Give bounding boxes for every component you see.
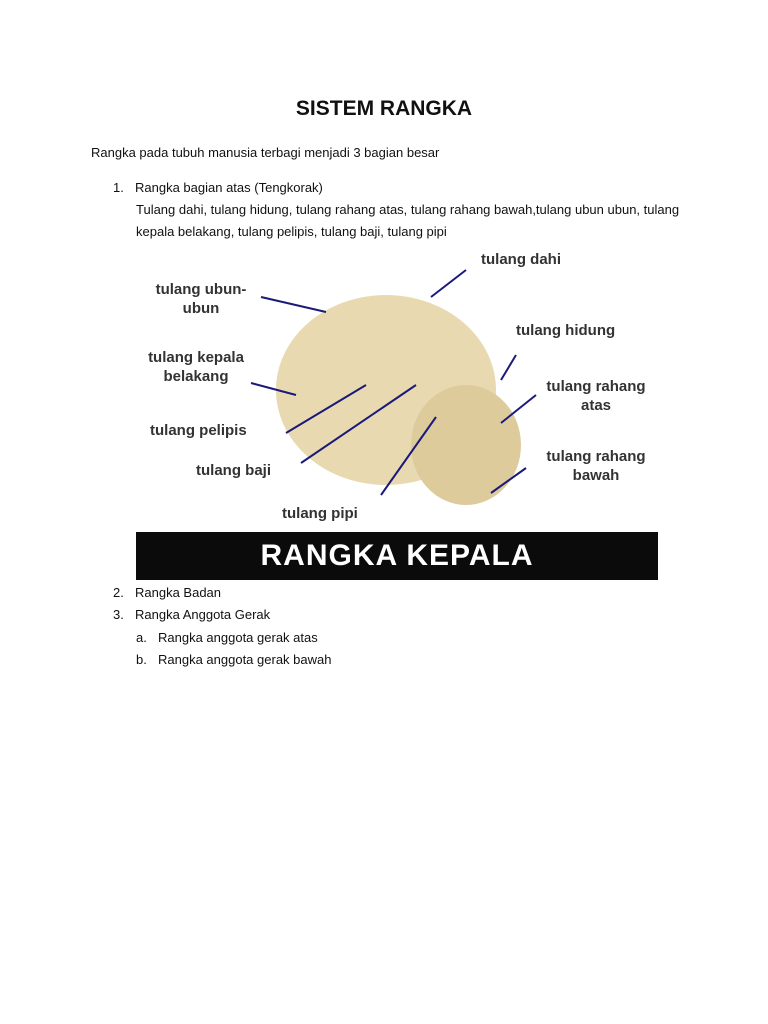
sub-item: a. Rangka anggota gerak atas — [136, 630, 318, 645]
sub-item: b. Rangka anggota gerak bawah — [136, 652, 332, 667]
list-item: 1. Rangka bagian atas (Tengkorak) — [113, 180, 323, 195]
skull-figure: tulang dahi tulang ubun-ubun tulang hidung tulang kepala belakang tulang rahang atas tulang pelipis tulang rahang bawah tulang baji tulang pipi RANGKA KEPALA — [136, 245, 658, 580]
item-description: Tulang dahi, tulang hidung, tulang rahang atas, tulang rahang bawah,tulang ubun ubun, tulang kepala belakang, tulang pelipis, tulang baji, tulang pipi — [136, 202, 680, 239]
list-item: 2. Rangka Badan — [113, 585, 222, 600]
page-title: SISTEM RANGKA — [295, 97, 473, 120]
figure-banner: RANGKA KEPALA — [136, 532, 658, 580]
list-item: 3. Rangka Anggota Gerak — [113, 607, 271, 622]
intro-text: Rangka pada tubuh manusia terbagi menjadi 3 bagian besar — [91, 145, 440, 160]
